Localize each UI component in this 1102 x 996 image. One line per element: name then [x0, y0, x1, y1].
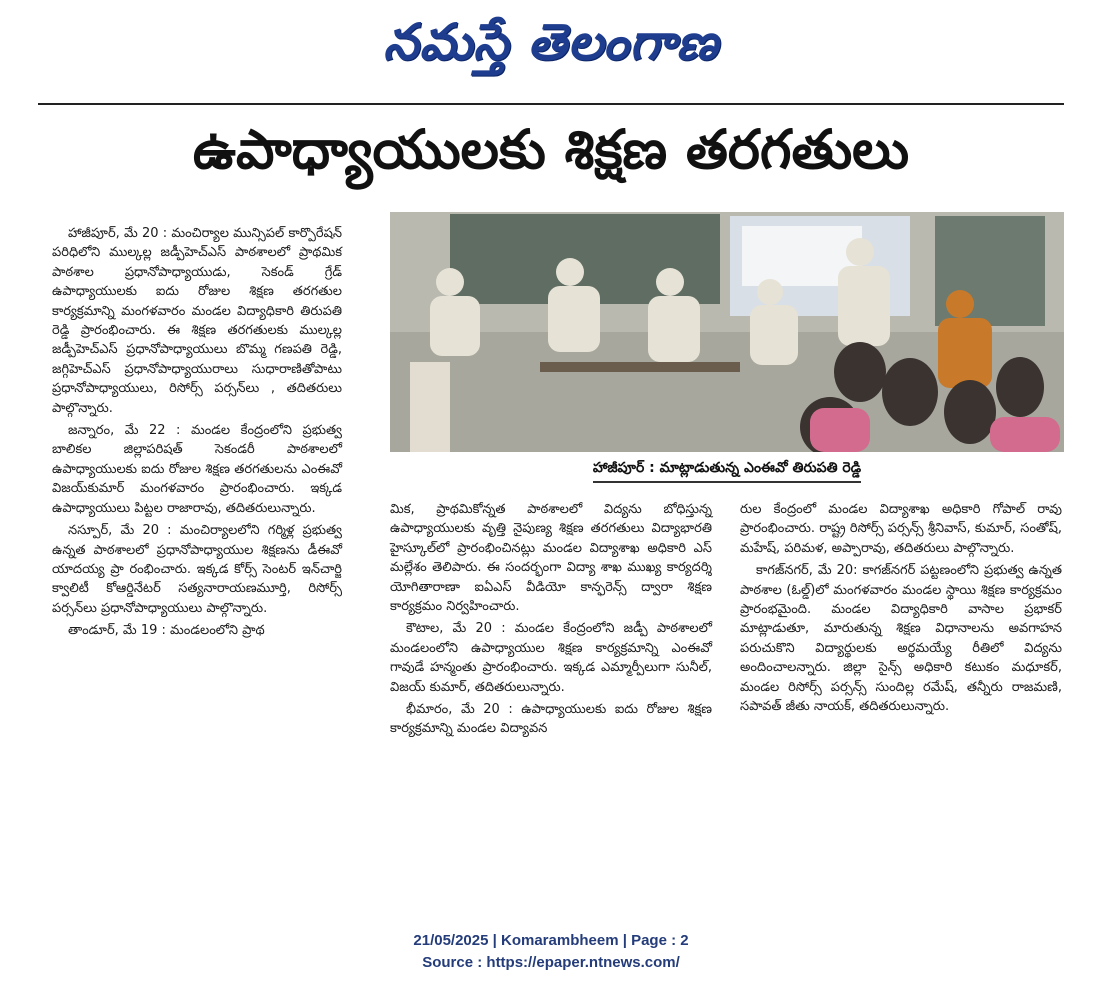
- article-column-1: [52, 224, 342, 644]
- source-link[interactable]: Source : https://epaper.ntnews.com/: [422, 954, 680, 971]
- photo-caption: [390, 456, 1064, 486]
- news-photo: [390, 212, 1064, 452]
- article-paragraph: భీమారం, మే 20 : ఉపాధ్యాయులకు ఐదు రోజుల శిక్షణ కార్యక్రమాన్ని మండల విద్యావన: [390, 702, 712, 737]
- article-paragraph: రుల కేంద్రంలో మండల విద్యాశాఖ అధికారి గోపాల్ రావు ప్రారంభించారు. రాష్ట్ర రిసోర్స్ పర్సన్స్ శ్రీనివాస్, కుమార్, సంతోష్, మహేష్, పరిమళ, అప్పారావు, తదితరులు పాల్గొన్నారు.: [740, 502, 1062, 556]
- article-column-3: [740, 500, 1062, 719]
- article-column-2: [390, 500, 712, 742]
- article-headline: ఉపాధ్యాయులకు శిక్షణ తరగతులు: [192, 117, 910, 181]
- article-paragraph: తాండూర్, మే 19 : మండలంలోని ప్రాథ: [68, 623, 265, 639]
- newspaper-logo: నమస్తే తెలంగాణ: [383, 12, 719, 71]
- masthead: [0, 0, 1102, 96]
- caption-text: హాజీపూర్ : మాట్లాడుతున్న ఎంఈవో తిరుపతి రెడ్డి: [593, 460, 861, 483]
- classroom-meeting-illustration: [390, 212, 1064, 452]
- article-paragraph: కాగజ్‌నగర్, మే 20: కాగజ్‌నగర్ పట్టణంలోని ప్రభుత్వ ఉన్నత పాఠశాల (ఓల్డ్)లో మంగళవారం మండల స్థాయి శిక్షణ కార్యక్రమం ప్రారంభమైంది. మండల విద్యాధికారి వాసాల ప్రభాకర్ మాట్లాడుతూ, మారుతున్న శిక్షణ విధానాలను అవగాహన పరుచుకొని విద్యార్థులకు అర్థమయ్యే రీతిలో విద్యను అందించాలన్నారు. జిల్లా సైన్స్ అధికారి కటుకం మధూకర్, మండల రిసోర్స్ పర్సన్స్ సుందిల్ల రమేష్, తన్నీరు రాజమణి, సపావత్ జీతు నాయక్, తదితరులున్నారు.: [740, 563, 1062, 715]
- article-paragraph: మిక, ప్రాథమికోన్నత పాఠశాలలో విద్యను బోధిస్తున్న ఉపాధ్యాయులకు వృత్తి నైపుణ్య శిక్షణ తరగతులు విద్యాభారతి హైస్కూల్‌లో ప్రారంభించినట్లు మండల విద్యాశాఖ అధికారి ఎస్ మల్లేశం తెలిపారు. ఈ సందర్భంగా విద్యా శాఖ ముఖ్య కార్యదర్శి యోగితారాణా ఐఏఎస్ వీడియో కాన్ఫరెన్స్ ద్వారా శిక్షణ కార్యక్రమం నిర్వహించారు.: [390, 502, 712, 615]
- edition-info: 21/05/2025 | Komarambheem | Page : 2: [413, 932, 689, 949]
- article-paragraph: జన్నారం, మే 22 : మండల కేంద్రంలోని ప్రభుత్వ బాలికల జిల్లాపరిషత్ సెకండరీ పాఠశాలలో ఉపాధ్యాయులకు ఐదు రోజుల శిక్షణ తరగతులను ఎంఈవో విజయ్‌కుమార్ మంగళవారం ప్రారంభించారు. ఇక్కడ ఉపాధ్యాయులు పిట్టల రాజారావు, తదితరులున్నారు.: [52, 423, 342, 516]
- top-divider: [38, 103, 1064, 105]
- article-paragraph: కౌటాల, మే 20 : మండల కేంద్రంలోని జడ్పీ పాఠశాలలో మండలంలోని ఉపాధ్యాయుల శిక్షణ కార్యక్రమాన్ని ఎంఈవో గావుడే హన్మంతు ప్రారంభించారు. ఇక్కడ ఎమ్మార్పీలుగా సునీల్, విజయ్ కుమార్, తదితరులున్నారు.: [390, 621, 712, 695]
- article-paragraph: నస్పూర్, మే 20 : మంచిర్యాలలోని గర్మిళ్ల ప్రభుత్వ ఉన్నత పాఠశాలలో ప్రధానోపాధ్యాయుల శిక్షణను డీఈవో యాదయ్య ప్రా రంభించారు. ఇక్కడ కోర్స్ సెంటర్ ఇన్‌చార్జి క్వాలిటీ కోఆర్డినేటర్ సత్యనారాయణమూర్తి, రిసోర్స్ పర్సన్‌లు ప్రధానోపాధ్యాయులు పాల్గొన్నారు.: [52, 523, 342, 616]
- page-footer: [0, 930, 1102, 974]
- article-paragraph: హాజీపూర్, మే 20 : మంచిర్యాల మున్సిపల్ కార్పొరేషన్ పరిధిలోని ముల్కల్ల జడ్పీహెచ్ఎస్ పాఠశాలలో ప్రాథమిక పాఠశాల ప్రధానోపాధ్యాయుడు, సెకండ్ గ్రేడ్ ఉపాధ్యాయులకు ఐదు రోజుల శిక్షణ తరగతుల కార్యక్రమాన్ని మంగళవారం మండల విద్యాధికారి తిరుపతి రెడ్డి ప్రారంభించారు. ఈ శిక్షణ తరగతులకు ముల్కల్ల జడ్పీహెచ్ఎస్ ప్రధానోపాధ్యాయులు బొమ్మ గణపతి రెడ్డి, జగ్గిహెచ్ఎస్ ప్రధానోపాధ్యాయురాలు సుధారాణితోపాటు ప్రధానోపాధ్యాయులు, రిసోర్స్ పర్సన్‌లు , తదితరులు పాల్గొన్నారు.: [52, 226, 342, 416]
